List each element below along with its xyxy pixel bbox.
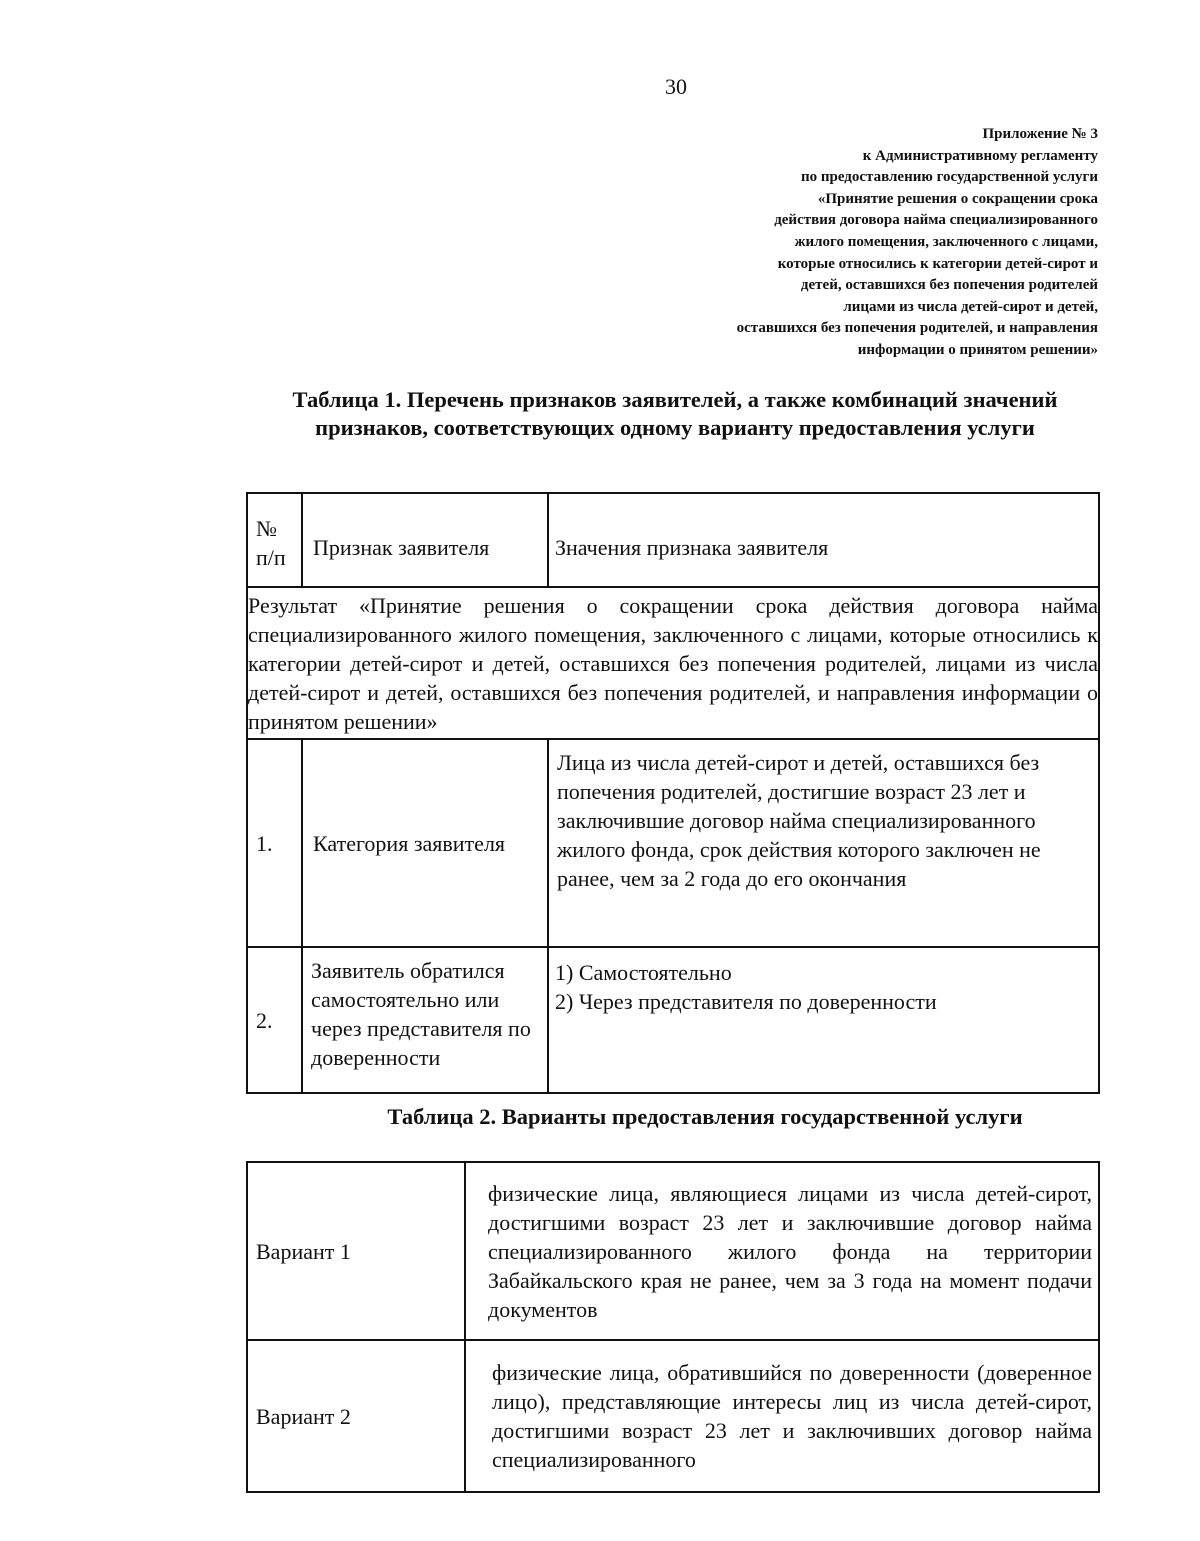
header-values: Значения признака заявителя [548,493,1099,587]
row-values [548,947,1099,1093]
appendix-line: «Принятие решения о сокращении срока [817,190,1098,207]
appendix-line: оставшихся без попечения родителей, и направления [736,320,1098,337]
value-option: 1) Самостоятельно [555,960,732,985]
applicant-attributes-table [246,492,1100,1094]
table2-title: Таблица 2. Варианты предоставления государственной услуги [387,1104,1023,1129]
appendix-note [538,124,1098,362]
header-number: № п/п [247,493,302,587]
appendix-line: детей, оставшихся без попечения родителей [800,277,1098,294]
appendix-line: которые относились к категории детей-сирот и [777,255,1098,272]
service-variants-table [246,1161,1100,1493]
row-attribute: Категория заявителя [302,739,548,947]
variant-label: Вариант 1 [247,1162,465,1340]
variant-description: физические лица, обратившийся по доверенности (доверенное лицо), представляющие интересы лиц из числа детей-сирот, достигшими возраст 23 лет и заключивших договор найма специализированного [465,1340,1099,1492]
result-text: Результат «Принятие решения о сокращении срока действия договора найма специализированного жилого помещения, заключенного с лицами, которые относились к категории детей-сирот и детей, оставшихся без попечения родителей, лицами из числа детей-сирот и детей, оставшихся без попечения родителей, и направления информации о принятом решении» [247,587,1099,739]
variant-description: физические лица, являющиеся лицами из числа детей-сирот, достигшими возраст 23 лет и заключившие договор найма специализированного жилого фонда на территории Забайкальского края не ранее, чем за 3 года на момент подачи документов [465,1162,1099,1340]
appendix-line: к Административному регламенту [862,147,1098,164]
row-attribute: Заявитель обратился самостоятельно или через представителя по доверенности [302,947,548,1093]
row-values: Лица из числа детей-сирот и детей, оставшихся без попечения родителей, достигшие возраст 23 лет и заключившие договор найма специализированного жилого фонда, срок действия которого заключен не ранее, чем за 2 года до его окончания [548,739,1099,947]
appendix-line: по предоставлению государственной услуги [800,169,1098,186]
table-row [247,1162,1099,1340]
row-number: 1. [247,739,302,947]
appendix-line: информации о принятом решении» [857,341,1098,358]
page-number: 30 [665,74,687,99]
variant-label: Вариант 2 [247,1340,465,1492]
table1-header-row [247,493,1099,587]
header-attribute: Признак заявителя [302,493,548,587]
row-number: 2. [247,947,302,1093]
table-row [247,1340,1099,1492]
table1-title: Таблица 1. Перечень признаков заявителей, а также комбинаций значений признаков, соответствующих одному варианту предоставления услуги [292,387,1058,440]
appendix-line: Приложение № 3 [982,126,1098,142]
appendix-line: жилого помещения, заключенного с лицами, [794,233,1098,250]
table1-result-row [247,587,1099,739]
table-row [247,947,1099,1093]
appendix-line: действия договора найма специализированного [774,212,1098,229]
appendix-line: лицами из числа детей-сирот и детей, [843,298,1098,315]
table-row [247,739,1099,947]
value-option: 2) Через представителя по доверенности [555,989,937,1014]
